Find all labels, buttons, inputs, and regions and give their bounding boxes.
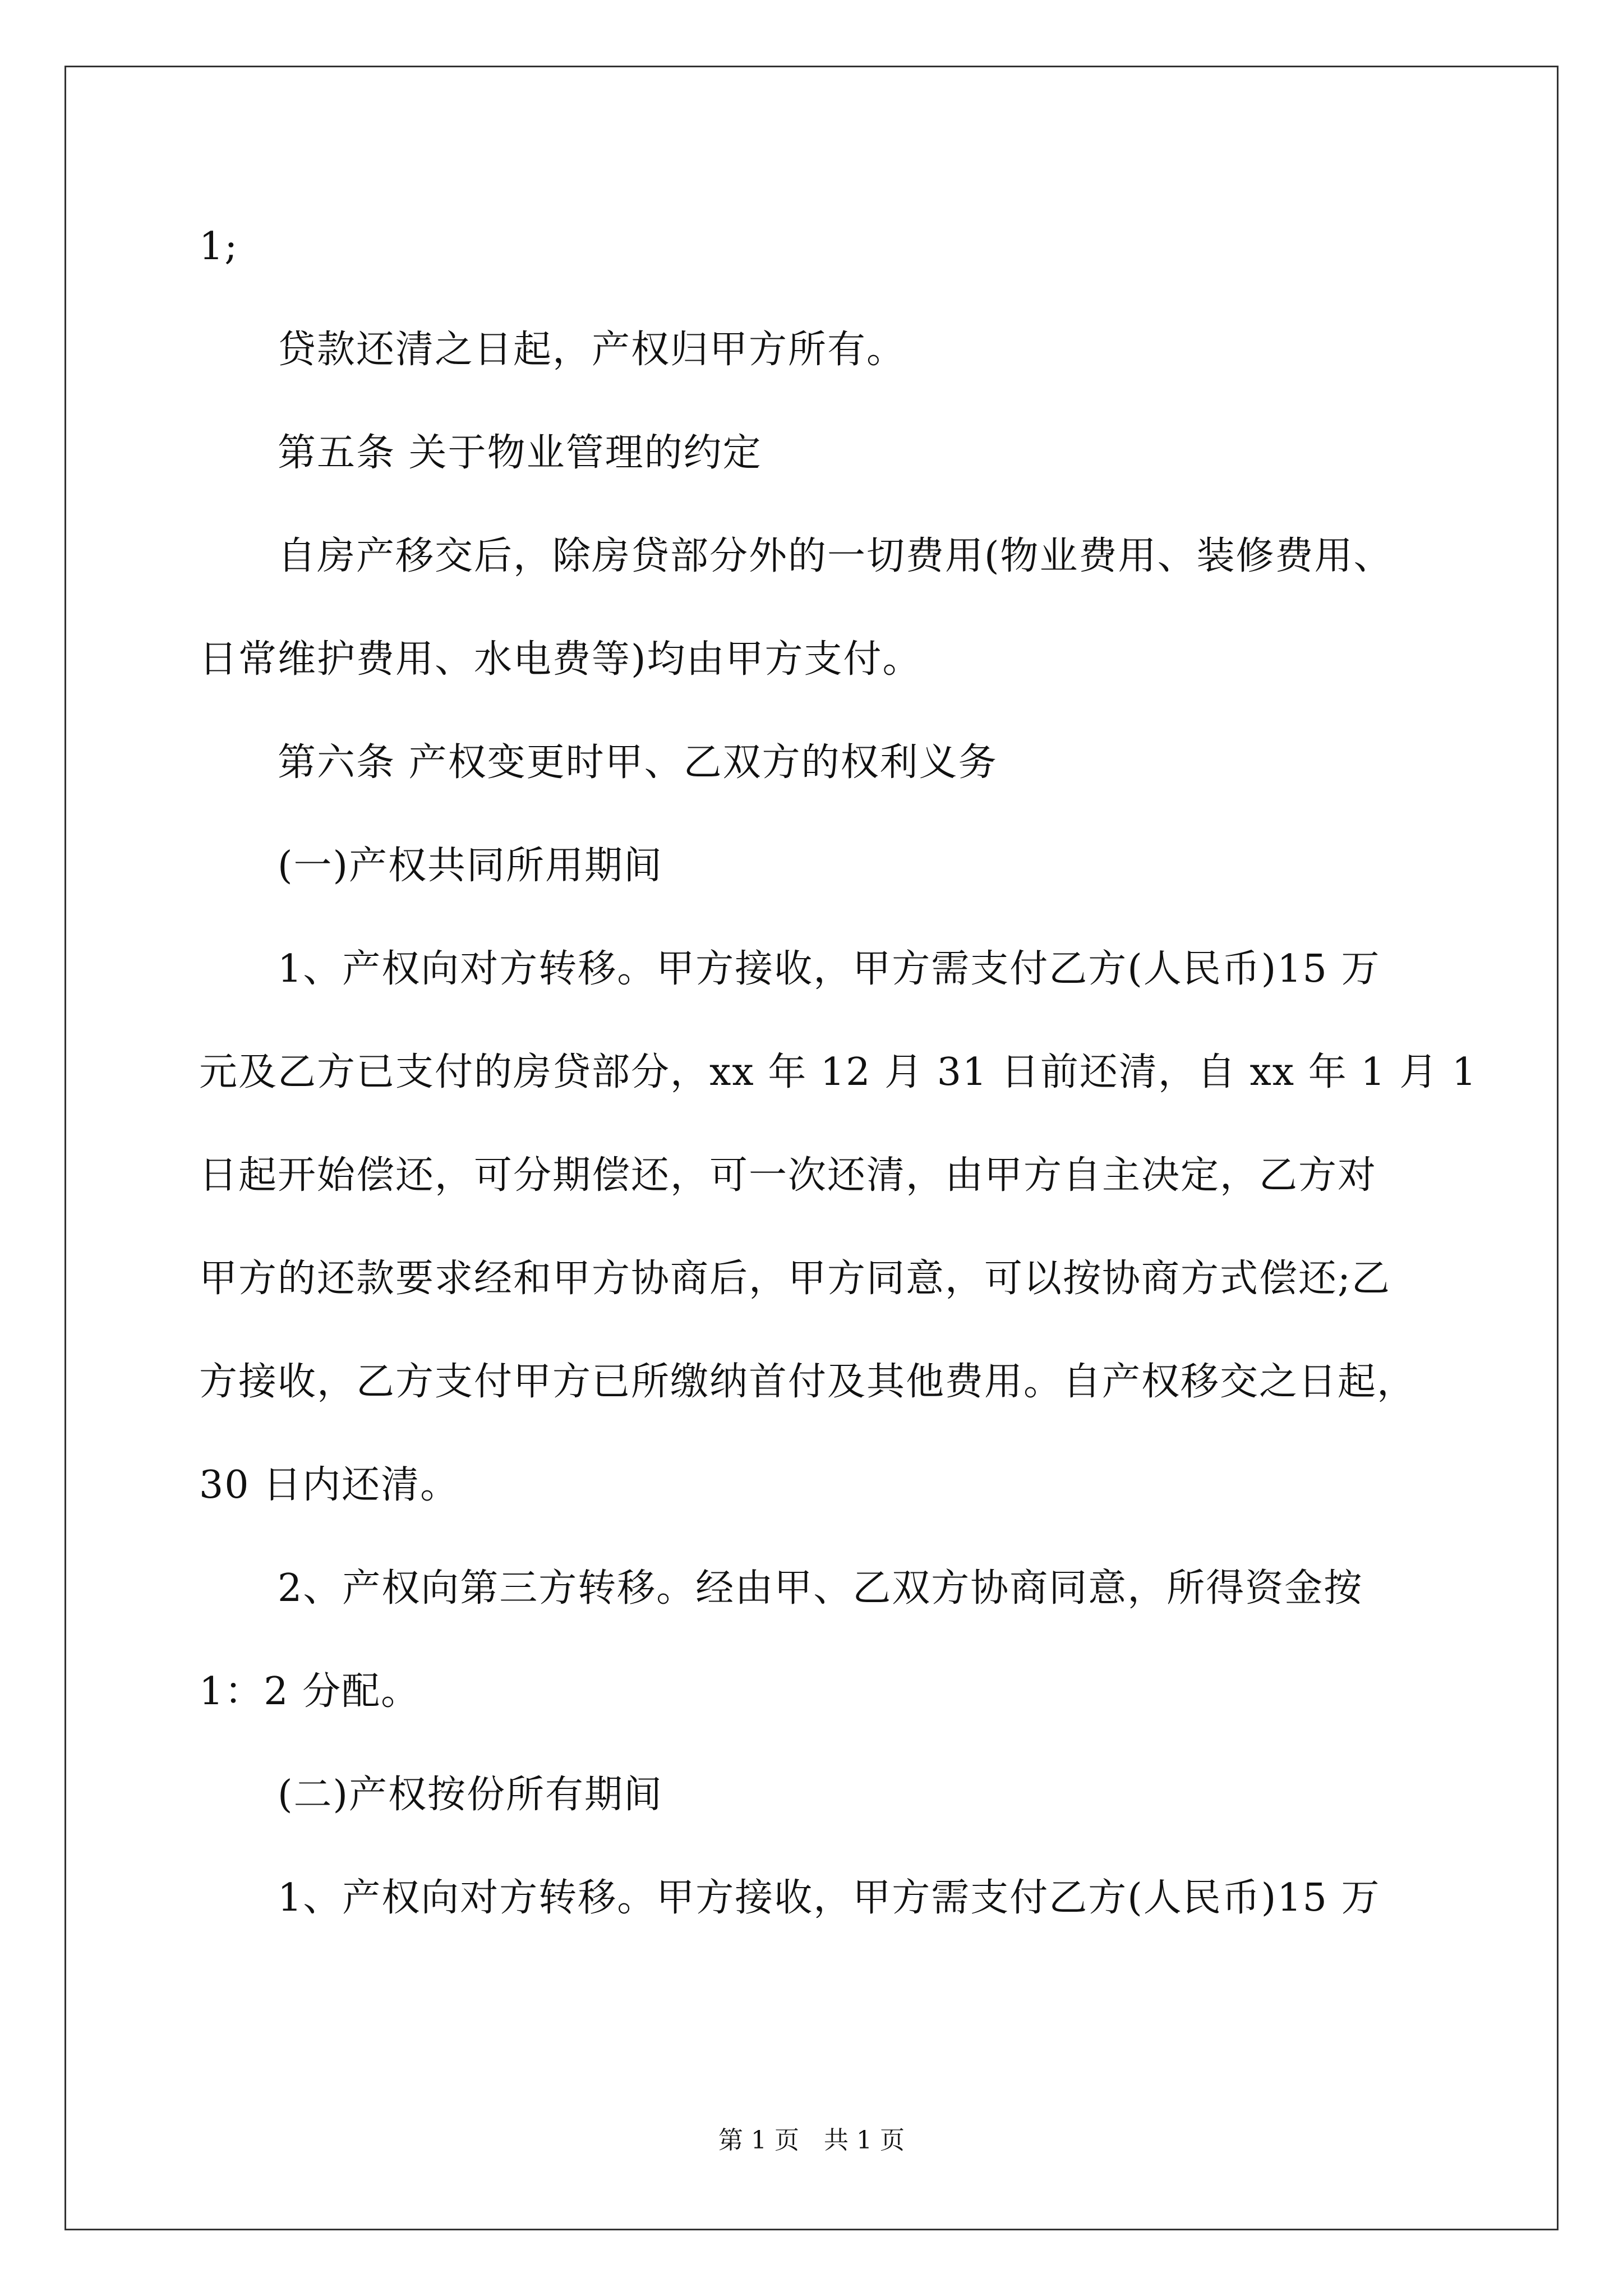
text-line: 元及乙方已支付的房贷部分，xx 年 12 月 31 日前还清，自 xx 年 1 月 1 [199,1050,1478,1094]
page-footer: 第 1 页 共 1 页 [718,2126,905,2155]
text-line: 1; [199,224,239,269]
text-line: 日常维护费用、水电费等)均由甲方支付。 [199,637,922,682]
text-line: 贷款还清之日起，产权归甲方所有。 [199,328,906,372]
text-line: (二)产权按份所有期间 [199,1773,663,1817]
text-line: 甲方的还款要求经和甲方协商后，甲方同意，可以按协商方式偿还;乙 [199,1257,1391,1301]
text-line: 30 日内还清。 [199,1463,460,1507]
text-line: 1、产权向对方转移。甲方接收，甲方需支付乙方(人民币)15 万 [199,1876,1381,1920]
text-line: 自房产移交后，除房贷部分外的一切费用(物业费用、装修费用、 [199,534,1393,578]
text-line: (一)产权共同所用期间 [199,844,663,888]
text-line: 方接收，乙方支付甲方已所缴纳首付及其他费用。自产权移交之日起， [199,1360,1417,1404]
text-line: 日起开始偿还，可分期偿还，可一次还清，由甲方自主决定，乙方对 [199,1153,1377,1198]
text-line: 2、产权向第三方转移。经由甲、乙双方协商同意，所得资金按 [199,1566,1363,1611]
text-line: 第五条 关于物业管理的约定 [199,431,762,475]
text-line: 第六条 产权变更时甲、乙双方的权利义务 [199,740,998,785]
text-line: 1：2 分配。 [199,1669,421,1714]
text-line: 1、产权向对方转移。甲方接收，甲方需支付乙方(人民币)15 万 [199,947,1381,991]
